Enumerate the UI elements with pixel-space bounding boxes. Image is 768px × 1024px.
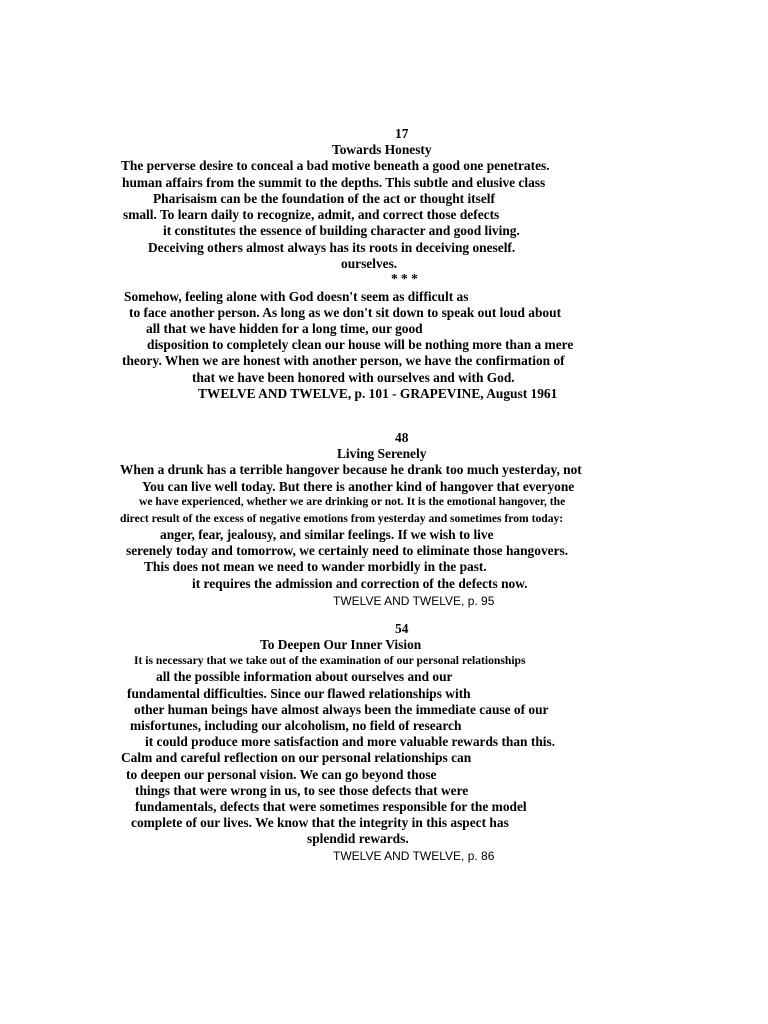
text-line: Deceiving others almost always has its roots in deceiving oneself. [148,240,516,255]
text-line: complete of our lives. We know that the integrity in this aspect has [131,815,509,830]
text-line: Calm and careful reflection on our personal relationships can [121,750,472,765]
text-line: theory. When we are honest with another person, we have the confirmation of [122,353,565,368]
text-line: things that were wrong in us, to see those defects that were [135,783,469,798]
text-line: to face another person. As long as we don't sit down to speak out loud about [129,305,562,320]
text-line: direct result of the excess of negative emotions from yesterday and sometimes from today: [120,512,564,525]
text-line: anger, fear, jealousy, and similar feelings. If we wish to live [160,527,494,542]
text-line: You can live well today. But there is another kind of hangover that everyone [142,479,575,494]
text-line: fundamental difficulties. Since our flawed relationships with [127,686,471,701]
reading-number: 48 [395,430,409,445]
text-line: ourselves. [341,256,398,271]
text-line: it requires the admission and correction of the defects now. [192,576,528,591]
reading-title: Towards Honesty [332,142,432,157]
text-line: disposition to completely clean our house will be nothing more than a mere [147,337,574,352]
text-line: fundamentals, defects that were sometimes responsible for the model [135,799,527,814]
reading-title: To Deepen Our Inner Vision [260,637,422,652]
reading-title: Living Serenely [337,446,427,461]
reading-source: TWELVE AND TWELVE, p. 101 - GRAPEVINE, August 1961 [198,386,558,401]
reading-number: 54 [395,621,409,636]
text-line: it could produce more satisfaction and more valuable rewards than this. [145,734,556,749]
text-line: Pharisaism can be the foundation of the act or thought itself [153,191,495,206]
section-separator: * * * [391,271,418,286]
text-line: we have experienced, whether we are drinking or not. It is the emotional hangover, the [139,495,566,508]
text-line: The perverse desire to conceal a bad motive beneath a good one penetrates. [121,158,550,173]
text-line: to deepen our personal vision. We can go beyond those [126,767,437,782]
reading-number: 17 [395,126,409,141]
text-line: When a drunk has a terrible hangover because he drank too much yesterday, not [120,462,582,477]
text-line: Somehow, feeling alone with God doesn't seem as difficult as [124,289,469,304]
text-line: It is necessary that we take out of the examination of our personal relationships [134,654,526,667]
text-line: splendid rewards. [307,831,409,846]
text-line: This does not mean we need to wander morbidly in the past. [144,559,487,574]
text-line: it constitutes the essence of building character and good living. [163,223,520,238]
text-line: that we have been honored with ourselves and with God. [192,370,515,385]
text-line: all the possible information about ourselves and our [156,669,453,684]
text-line: serenely today and tomorrow, we certainly need to eliminate those hangovers. [126,543,569,558]
reading-source: TWELVE AND TWELVE, p. 86 [333,849,495,863]
text-line: other human beings have almost always been the immediate cause of our [134,702,549,717]
text-line: misfortunes, including our alcoholism, no field of research [130,718,462,733]
reading-source: TWELVE AND TWELVE, p. 95 [333,594,495,608]
text-line: human affairs from the summit to the depths. This subtle and elusive class [122,175,546,190]
text-line: all that we have hidden for a long time, our good [146,321,423,336]
text-line: small. To learn daily to recognize, admit, and correct those defects [123,207,500,222]
